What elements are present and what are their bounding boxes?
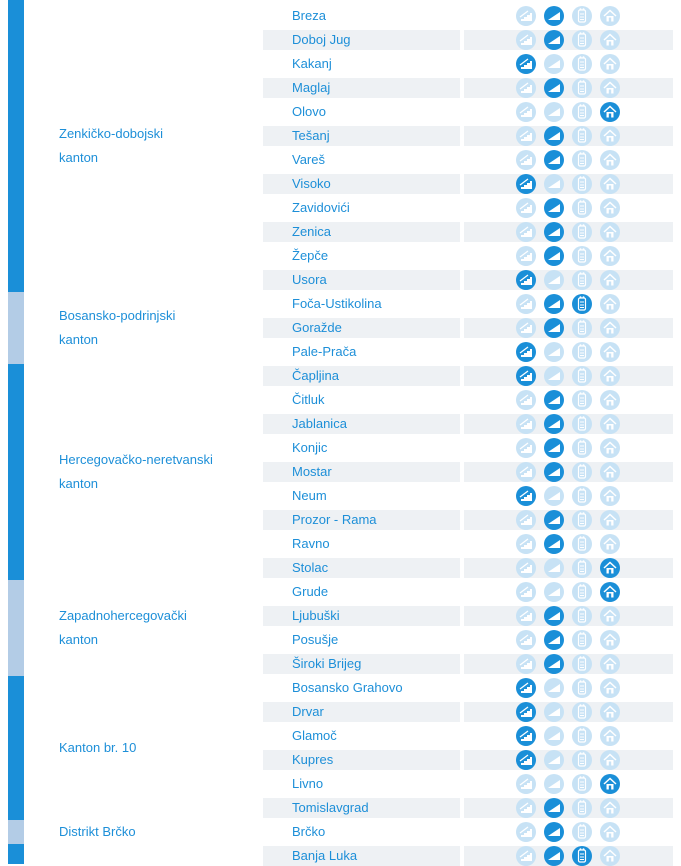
municipality-row[interactable] bbox=[263, 438, 673, 458]
accessibility-icons bbox=[464, 798, 673, 818]
municipality-name[interactable]: Tešanj bbox=[263, 126, 460, 146]
accessibility-icons bbox=[464, 702, 673, 722]
municipality-name[interactable]: Posušje bbox=[292, 632, 339, 647]
stairs-icon bbox=[516, 174, 536, 194]
municipality-row[interactable] bbox=[263, 582, 673, 602]
accessibility-icons bbox=[464, 270, 673, 290]
toilet-icon bbox=[572, 342, 592, 362]
accessibility-icons bbox=[464, 174, 673, 194]
home-icon bbox=[600, 150, 620, 170]
municipality-name[interactable]: Ravno bbox=[292, 536, 330, 551]
stairs-icon bbox=[516, 678, 536, 698]
home-icon bbox=[600, 846, 620, 866]
toilet-icon bbox=[572, 30, 592, 50]
municipality-name[interactable]: Breza bbox=[292, 8, 326, 23]
toilet-icon bbox=[572, 510, 592, 530]
home-icon bbox=[600, 558, 620, 578]
municipality-name[interactable]: Banja Luka bbox=[263, 846, 460, 866]
kanton-group bbox=[0, 844, 259, 864]
home-icon bbox=[600, 102, 620, 122]
municipality-row[interactable] bbox=[263, 342, 673, 362]
accessibility-icons bbox=[464, 654, 673, 674]
toilet-icon bbox=[572, 654, 592, 674]
municipality-row[interactable] bbox=[263, 726, 673, 746]
stairs-icon bbox=[516, 582, 536, 602]
municipality-row[interactable] bbox=[263, 846, 673, 866]
municipality-row[interactable] bbox=[263, 654, 673, 674]
accessibility-icons bbox=[464, 726, 673, 746]
municipality-row[interactable] bbox=[263, 678, 673, 698]
municipality-row[interactable] bbox=[263, 366, 673, 386]
municipality-row[interactable] bbox=[263, 702, 673, 722]
stairs-icon bbox=[516, 78, 536, 98]
kanton-group bbox=[0, 580, 259, 676]
ramp-icon bbox=[544, 534, 564, 554]
toilet-icon bbox=[572, 462, 592, 482]
accessibility-icons bbox=[464, 102, 673, 122]
stairs-icon bbox=[516, 246, 536, 266]
accessibility-icons bbox=[464, 78, 673, 98]
ramp-icon bbox=[544, 78, 564, 98]
stairs-icon bbox=[516, 198, 536, 218]
stairs-icon bbox=[516, 294, 536, 314]
municipality-name[interactable]: Konjic bbox=[292, 440, 328, 455]
home-icon bbox=[600, 510, 620, 530]
home-icon bbox=[600, 750, 620, 770]
ramp-icon bbox=[544, 174, 564, 194]
ramp-icon bbox=[544, 774, 564, 794]
toilet-icon bbox=[572, 702, 592, 722]
stairs-icon bbox=[516, 846, 536, 866]
toilet-icon bbox=[572, 246, 592, 266]
stairs-icon bbox=[516, 54, 536, 74]
home-icon bbox=[600, 606, 620, 626]
home-icon bbox=[600, 486, 620, 506]
municipality-row[interactable] bbox=[263, 102, 673, 122]
municipality-name[interactable]: Prozor - Rama bbox=[263, 510, 460, 530]
ramp-icon bbox=[544, 462, 564, 482]
municipality-row[interactable] bbox=[263, 462, 673, 482]
kanton-name: Zenkičko-dobojski kanton bbox=[59, 126, 164, 165]
toilet-icon bbox=[572, 150, 592, 170]
kanton-group bbox=[0, 292, 259, 364]
ramp-icon bbox=[544, 630, 564, 650]
kanton-color-bar bbox=[8, 292, 24, 364]
home-icon bbox=[600, 534, 620, 554]
toilet-icon bbox=[572, 414, 592, 434]
municipality-name[interactable]: Neum bbox=[292, 488, 327, 503]
accessibility-icons bbox=[464, 222, 673, 242]
kanton-color-bar bbox=[8, 676, 24, 820]
kanton-color-bar bbox=[8, 820, 24, 844]
home-icon bbox=[600, 30, 620, 50]
municipality-name[interactable]: Goražde bbox=[263, 318, 460, 338]
toilet-icon bbox=[572, 822, 592, 842]
municipality-name[interactable]: Drvar bbox=[263, 702, 460, 722]
kanton-name: Zapadnohercegovački kanton bbox=[59, 608, 187, 647]
toilet-icon bbox=[572, 174, 592, 194]
stairs-icon bbox=[516, 30, 536, 50]
ramp-icon bbox=[544, 750, 564, 770]
stairs-icon bbox=[516, 510, 536, 530]
accessibility-icons bbox=[464, 54, 673, 74]
kanton-name: Bosansko-podrinjski kanton bbox=[59, 308, 176, 347]
municipality-row[interactable] bbox=[263, 534, 673, 554]
home-icon bbox=[600, 270, 620, 290]
accessibility-icons bbox=[464, 582, 673, 602]
stairs-icon bbox=[516, 342, 536, 362]
stairs-icon bbox=[516, 102, 536, 122]
home-icon bbox=[600, 438, 620, 458]
home-icon bbox=[600, 630, 620, 650]
municipality-row[interactable] bbox=[263, 198, 673, 218]
municipality-name[interactable]: Bosansko Grahovo bbox=[292, 680, 403, 695]
toilet-icon bbox=[572, 222, 592, 242]
ramp-icon bbox=[544, 342, 564, 362]
ramp-icon bbox=[544, 486, 564, 506]
ramp-icon bbox=[544, 294, 564, 314]
home-icon bbox=[600, 174, 620, 194]
municipality-name[interactable]: Stolac bbox=[263, 558, 460, 578]
toilet-icon bbox=[572, 774, 592, 794]
toilet-icon bbox=[572, 486, 592, 506]
municipality-row[interactable] bbox=[263, 294, 673, 314]
accessibility-icons bbox=[464, 486, 673, 506]
stairs-icon bbox=[516, 822, 536, 842]
accessibility-icons bbox=[464, 198, 673, 218]
home-icon bbox=[600, 366, 620, 386]
accessibility-icons bbox=[464, 678, 673, 698]
home-icon bbox=[600, 390, 620, 410]
toilet-icon bbox=[572, 846, 592, 866]
home-icon bbox=[600, 702, 620, 722]
municipality-row[interactable] bbox=[263, 78, 673, 98]
municipality-row[interactable] bbox=[263, 774, 673, 794]
home-icon bbox=[600, 6, 620, 26]
stairs-icon bbox=[516, 438, 536, 458]
toilet-icon bbox=[572, 390, 592, 410]
ramp-icon bbox=[544, 318, 564, 338]
accessibility-icons bbox=[464, 462, 673, 482]
stairs-icon bbox=[516, 798, 536, 818]
toilet-icon bbox=[572, 750, 592, 770]
stairs-icon bbox=[516, 222, 536, 242]
home-icon bbox=[600, 414, 620, 434]
toilet-icon bbox=[572, 366, 592, 386]
municipality-row[interactable] bbox=[263, 486, 673, 506]
stairs-icon bbox=[516, 414, 536, 434]
accessibility-icons bbox=[464, 510, 673, 530]
ramp-icon bbox=[544, 438, 564, 458]
municipality-name[interactable]: Tomislavgrad bbox=[263, 798, 460, 818]
kanton-color-bar bbox=[8, 364, 24, 580]
municipality-row[interactable] bbox=[263, 246, 673, 266]
home-icon bbox=[600, 54, 620, 74]
kanton-group bbox=[0, 676, 259, 820]
municipality-row[interactable] bbox=[263, 630, 673, 650]
ramp-icon bbox=[544, 798, 564, 818]
toilet-icon bbox=[572, 558, 592, 578]
municipality-name[interactable]: Čapljina bbox=[263, 366, 460, 386]
accessibility-icons bbox=[464, 846, 673, 866]
ramp-icon bbox=[544, 30, 564, 50]
home-icon bbox=[600, 318, 620, 338]
ramp-icon bbox=[544, 654, 564, 674]
accessibility-icons bbox=[464, 822, 673, 842]
municipality-row[interactable] bbox=[263, 318, 673, 338]
municipality-name[interactable]: Olovo bbox=[292, 104, 326, 119]
stairs-icon bbox=[516, 126, 536, 146]
toilet-icon bbox=[572, 318, 592, 338]
home-icon bbox=[600, 798, 620, 818]
stairs-icon bbox=[516, 6, 536, 26]
accessibility-icons bbox=[464, 366, 673, 386]
accessibility-icons bbox=[464, 342, 673, 362]
municipality-name[interactable]: Vareš bbox=[292, 152, 325, 167]
accessibility-icons bbox=[464, 150, 673, 170]
stairs-icon bbox=[516, 606, 536, 626]
accessibility-icons bbox=[464, 606, 673, 626]
municipality-name[interactable]: Zenica bbox=[263, 222, 460, 242]
municipality-row[interactable] bbox=[263, 750, 673, 770]
ramp-icon bbox=[544, 270, 564, 290]
home-icon bbox=[600, 246, 620, 266]
ramp-icon bbox=[544, 246, 564, 266]
ramp-icon bbox=[544, 126, 564, 146]
ramp-icon bbox=[544, 366, 564, 386]
toilet-icon bbox=[572, 270, 592, 290]
ramp-icon bbox=[544, 150, 564, 170]
ramp-icon bbox=[544, 510, 564, 530]
kanton-name: Distrikt Brčko bbox=[59, 824, 136, 839]
stairs-icon bbox=[516, 726, 536, 746]
ramp-icon bbox=[544, 414, 564, 434]
toilet-icon bbox=[572, 102, 592, 122]
toilet-icon bbox=[572, 6, 592, 26]
accessibility-icons bbox=[464, 246, 673, 266]
ramp-icon bbox=[544, 558, 564, 578]
municipality-row[interactable] bbox=[263, 414, 673, 434]
toilet-icon bbox=[572, 198, 592, 218]
ramp-icon bbox=[544, 678, 564, 698]
municipality-name[interactable]: Usora bbox=[263, 270, 460, 290]
municipality-name[interactable]: Grude bbox=[292, 584, 329, 599]
accessibility-icons bbox=[464, 750, 673, 770]
municipality-name[interactable]: Kupres bbox=[263, 750, 460, 770]
municipality-name[interactable]: Čitluk bbox=[292, 392, 325, 407]
municipality-row[interactable] bbox=[263, 510, 673, 530]
stairs-icon bbox=[516, 390, 536, 410]
kanton-group bbox=[0, 364, 259, 580]
stairs-icon bbox=[516, 750, 536, 770]
toilet-icon bbox=[572, 678, 592, 698]
toilet-icon bbox=[572, 78, 592, 98]
home-icon bbox=[600, 678, 620, 698]
municipality-name[interactable]: Livno bbox=[292, 776, 324, 791]
home-icon bbox=[600, 726, 620, 746]
ramp-icon bbox=[544, 606, 564, 626]
home-icon bbox=[600, 222, 620, 242]
municipality-name[interactable]: Ljubuški bbox=[263, 606, 460, 626]
stairs-icon bbox=[516, 534, 536, 554]
ramp-icon bbox=[544, 726, 564, 746]
accessibility-icons bbox=[464, 414, 673, 434]
toilet-icon bbox=[572, 798, 592, 818]
municipality-name[interactable]: Široki Brijeg bbox=[263, 654, 460, 674]
toilet-icon bbox=[572, 126, 592, 146]
toilet-icon bbox=[572, 582, 592, 602]
stairs-icon bbox=[516, 318, 536, 338]
municipality-row[interactable] bbox=[263, 390, 673, 410]
home-icon bbox=[600, 654, 620, 674]
municipality-name[interactable]: Maglaj bbox=[263, 78, 460, 98]
accessibility-icons bbox=[464, 390, 673, 410]
ramp-icon bbox=[544, 222, 564, 242]
municipality-row[interactable] bbox=[263, 30, 673, 50]
ramp-icon bbox=[544, 54, 564, 74]
kanton-color-bar bbox=[8, 0, 24, 292]
kanton-group bbox=[0, 0, 259, 292]
municipality-name[interactable]: Glamoč bbox=[292, 728, 337, 743]
stairs-icon bbox=[516, 270, 536, 290]
kanton-color-bar bbox=[8, 580, 24, 676]
ramp-icon bbox=[544, 582, 564, 602]
municipality-name[interactable]: Pale-Prača bbox=[292, 344, 357, 359]
stairs-icon bbox=[516, 366, 536, 386]
stairs-icon bbox=[516, 558, 536, 578]
accessibility-icons bbox=[464, 438, 673, 458]
kanton-name: Hercegovačko-neretvanski kanton bbox=[59, 452, 213, 491]
stairs-icon bbox=[516, 486, 536, 506]
home-icon bbox=[600, 294, 620, 314]
accessibility-icons bbox=[464, 630, 673, 650]
stairs-icon bbox=[516, 702, 536, 722]
ramp-icon bbox=[544, 198, 564, 218]
toilet-icon bbox=[572, 630, 592, 650]
municipality-row[interactable] bbox=[263, 798, 673, 818]
municipality-name[interactable]: Visoko bbox=[263, 174, 460, 194]
municipality-name[interactable]: Foča-Ustikolina bbox=[292, 296, 382, 311]
home-icon bbox=[600, 774, 620, 794]
kanton-color-bar bbox=[8, 844, 24, 864]
stairs-icon bbox=[516, 150, 536, 170]
ramp-icon bbox=[544, 6, 564, 26]
toilet-icon bbox=[572, 726, 592, 746]
kanton-name: Kanton br. 10 bbox=[59, 740, 137, 755]
stairs-icon bbox=[516, 774, 536, 794]
municipality-name[interactable]: Jablanica bbox=[263, 414, 460, 434]
municipality-row[interactable] bbox=[263, 150, 673, 170]
municipality-name[interactable]: Zavidovići bbox=[292, 200, 350, 215]
home-icon bbox=[600, 78, 620, 98]
ramp-icon bbox=[544, 390, 564, 410]
home-icon bbox=[600, 198, 620, 218]
toilet-icon bbox=[572, 54, 592, 74]
accessibility-icons bbox=[464, 6, 673, 26]
accessibility-icons bbox=[464, 30, 673, 50]
home-icon bbox=[600, 582, 620, 602]
municipality-name[interactable]: Brčko bbox=[292, 824, 326, 839]
municipality-row[interactable] bbox=[263, 606, 673, 626]
ramp-icon bbox=[544, 846, 564, 866]
toilet-icon bbox=[572, 534, 592, 554]
home-icon bbox=[600, 126, 620, 146]
municipality-name[interactable]: Žepče bbox=[292, 248, 329, 263]
accessibility-icons bbox=[464, 558, 673, 578]
municipality-row[interactable] bbox=[263, 126, 673, 146]
municipality-row[interactable] bbox=[263, 822, 673, 842]
accessibility-icons bbox=[464, 774, 673, 794]
home-icon bbox=[600, 822, 620, 842]
toilet-icon bbox=[572, 438, 592, 458]
accessibility-icons bbox=[464, 534, 673, 554]
ramp-icon bbox=[544, 822, 564, 842]
municipality-row[interactable] bbox=[263, 558, 673, 578]
home-icon bbox=[600, 462, 620, 482]
home-icon bbox=[600, 342, 620, 362]
accessibility-icons bbox=[464, 318, 673, 338]
municipality-row[interactable] bbox=[263, 222, 673, 242]
ramp-icon bbox=[544, 102, 564, 122]
municipality-row[interactable] bbox=[263, 54, 673, 74]
stairs-icon bbox=[516, 654, 536, 674]
stairs-icon bbox=[516, 630, 536, 650]
municipality-row[interactable] bbox=[263, 174, 673, 194]
municipality-name[interactable]: Kakanj bbox=[292, 56, 332, 71]
toilet-icon bbox=[572, 606, 592, 626]
municipality-row[interactable] bbox=[263, 6, 673, 26]
accessibility-icons bbox=[464, 126, 673, 146]
accessibility-icons bbox=[464, 294, 673, 314]
municipality-row[interactable] bbox=[263, 270, 673, 290]
toilet-icon bbox=[572, 294, 592, 314]
municipality-name[interactable]: Doboj Jug bbox=[263, 30, 460, 50]
municipality-name[interactable]: Mostar bbox=[263, 462, 460, 482]
stairs-icon bbox=[516, 462, 536, 482]
kanton-group bbox=[0, 820, 259, 844]
ramp-icon bbox=[544, 702, 564, 722]
